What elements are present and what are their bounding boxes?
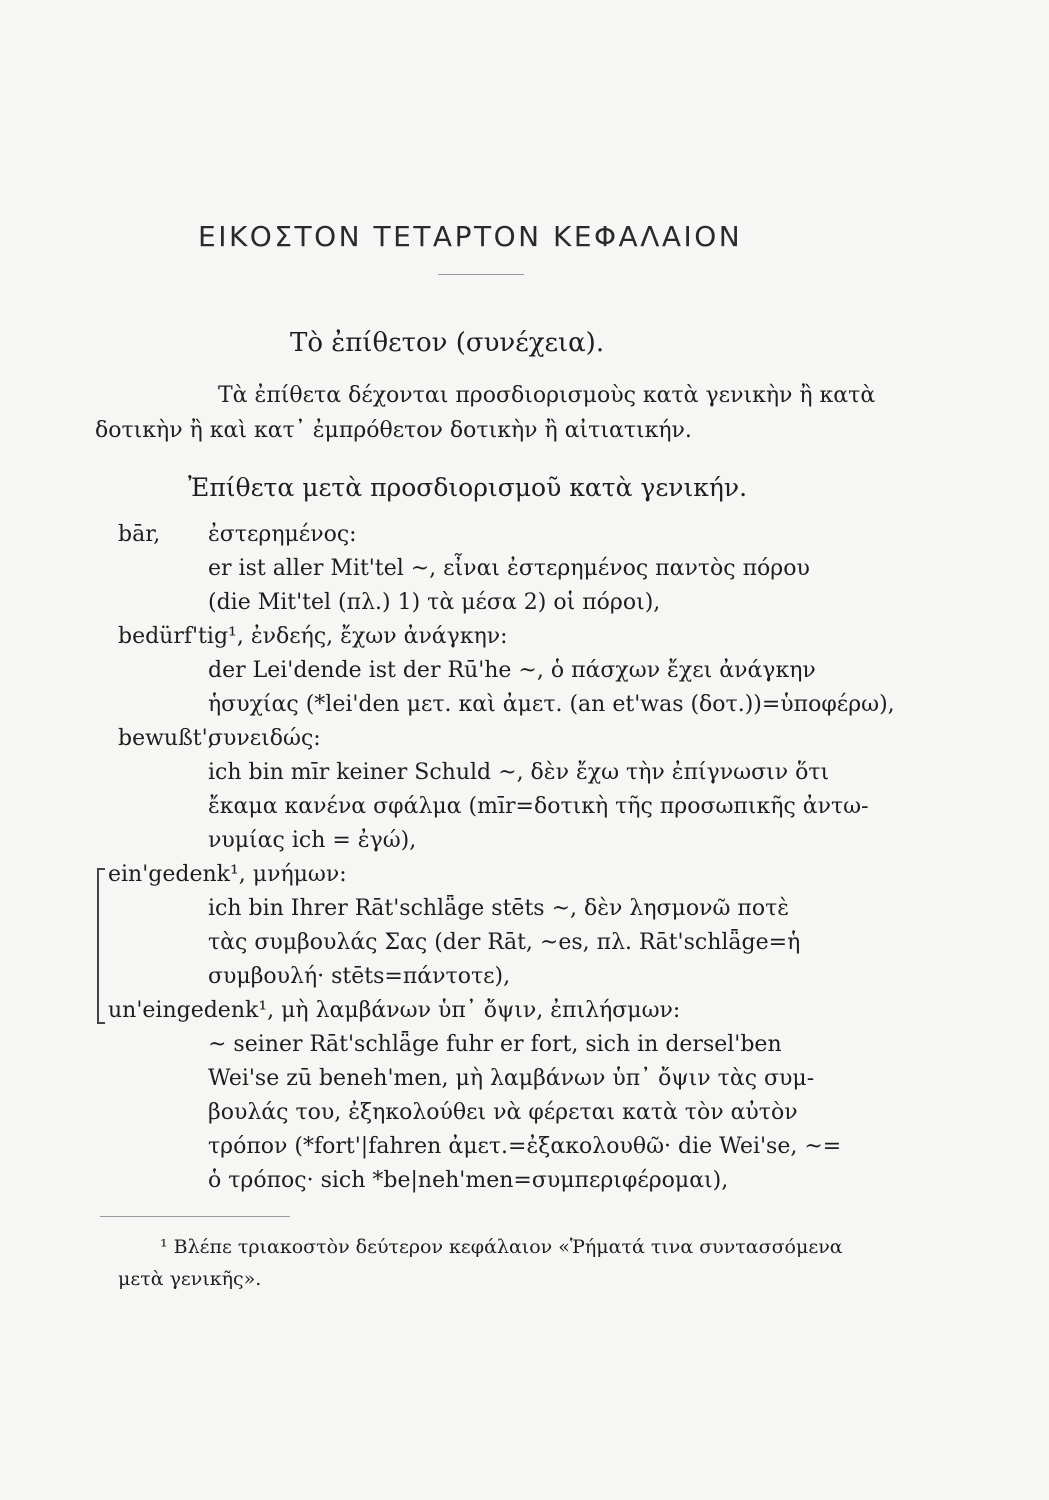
entry-headword: bewußt', bbox=[118, 726, 215, 751]
chapter-title: ΕΙΚΟΣΤΟΝ ΤΕΤΑΡΤΟΝ ΚΕΦΑΛΑΙΟΝ bbox=[198, 220, 743, 253]
example-line: er ist aller Mit'tel ~, εἶναι ἐστερημένος παντὸς πόρου bbox=[208, 556, 810, 581]
entry-line: bedürf'tig¹, ἐνδεής, ἔχων ἀνάγκην: bbox=[118, 624, 508, 649]
example-line: (die Mit'tel (πλ.) 1) τὰ μέσα 2) οἱ πόροι), bbox=[208, 590, 661, 615]
title-rule bbox=[438, 274, 524, 275]
example-line: Wei'se zū beneh'men, μὴ λαμβάνων ὑπ᾽ ὄψιν τὰς συμ- bbox=[208, 1066, 815, 1091]
entry-gloss: ἐστερημένος: bbox=[208, 522, 357, 547]
footnote-rule bbox=[100, 1216, 290, 1217]
intro-line-2: δοτικὴν ἢ καὶ κατ᾽ ἐμπρόθετον δοτικὴν ἢ αἰτιατικήν. bbox=[95, 418, 692, 443]
example-line: ~ seiner Rāt'schlǟge fuhr er fort, sich in dersel'ben bbox=[208, 1032, 782, 1057]
example-line: ich bin Ihrer Rāt'schlǟge stēts ~, δὲν λησμονῶ ποτὲ bbox=[208, 896, 790, 921]
entry-headword: bār, bbox=[118, 522, 161, 547]
example-line: ich bin mīr keiner Schuld ~, δὲν ἔχω τὴν ἐπίγνωσιν ὅτι bbox=[208, 760, 830, 785]
example-line: βουλάς του, ἐξηκολούθει νὰ φέρεται κατὰ τὸν αὐτὸν bbox=[208, 1100, 798, 1125]
example-line: ἔκαμα κανένα σφάλμα (mīr=δοτικὴ τῆς προσωπικῆς ἀντω- bbox=[208, 794, 869, 819]
grouping-bracket bbox=[97, 868, 105, 1024]
example-line: συμβουλή· stēts=πάντοτε), bbox=[208, 964, 511, 989]
entry-line: un'eingedenk¹, μὴ λαμβάνων ὑπ᾽ ὄψιν, ἐπιλήσμων: bbox=[108, 998, 681, 1023]
section-subtitle: Τὸ ἐπίθετον (συνέχεια). bbox=[290, 328, 605, 358]
entry-gloss: συνειδώς: bbox=[208, 726, 321, 751]
example-line: ἡσυχίας (*lei'den μετ. καὶ ἀμετ. (an et'was (δοτ.))=ὑποφέρω), bbox=[208, 692, 895, 717]
intro-line-1: Τὰ ἐπίθετα δέχονται προσδιορισμοὺς κατὰ γενικὴν ἢ κατὰ bbox=[218, 383, 876, 408]
example-line: der Lei'dende ist der Rū'he ~, ὁ πάσχων ἔχει ἀνάγκην bbox=[208, 658, 816, 683]
example-line: ὁ τρόπος· sich *be|neh'men=συμπεριφέρομαι), bbox=[208, 1168, 729, 1193]
footnote-line: μετὰ γενικῆς». bbox=[118, 1268, 262, 1290]
example-line: τὰς συμβουλάς Σας (der Rāt, ~es, πλ. Rāt'schlǟge=ἡ bbox=[208, 930, 801, 955]
example-line: τρόπον (*fort'|fahren ἀμετ.=ἐξακολουθῶ· die Wei'se, ~= bbox=[208, 1134, 842, 1159]
section-heading: Ἐπίθετα μετὰ προσδιορισμοῦ κατὰ γενικήν. bbox=[188, 473, 748, 502]
entry-line: ein'gedenk¹, μνήμων: bbox=[108, 862, 347, 887]
footnote-line: ¹ Βλέπε τριακοστὸν δεύτερον κεφάλαιον «Ῥήματά τινα συντασσόμενα bbox=[160, 1236, 843, 1258]
example-line: νυμίας ich = ἐγώ), bbox=[208, 828, 417, 853]
